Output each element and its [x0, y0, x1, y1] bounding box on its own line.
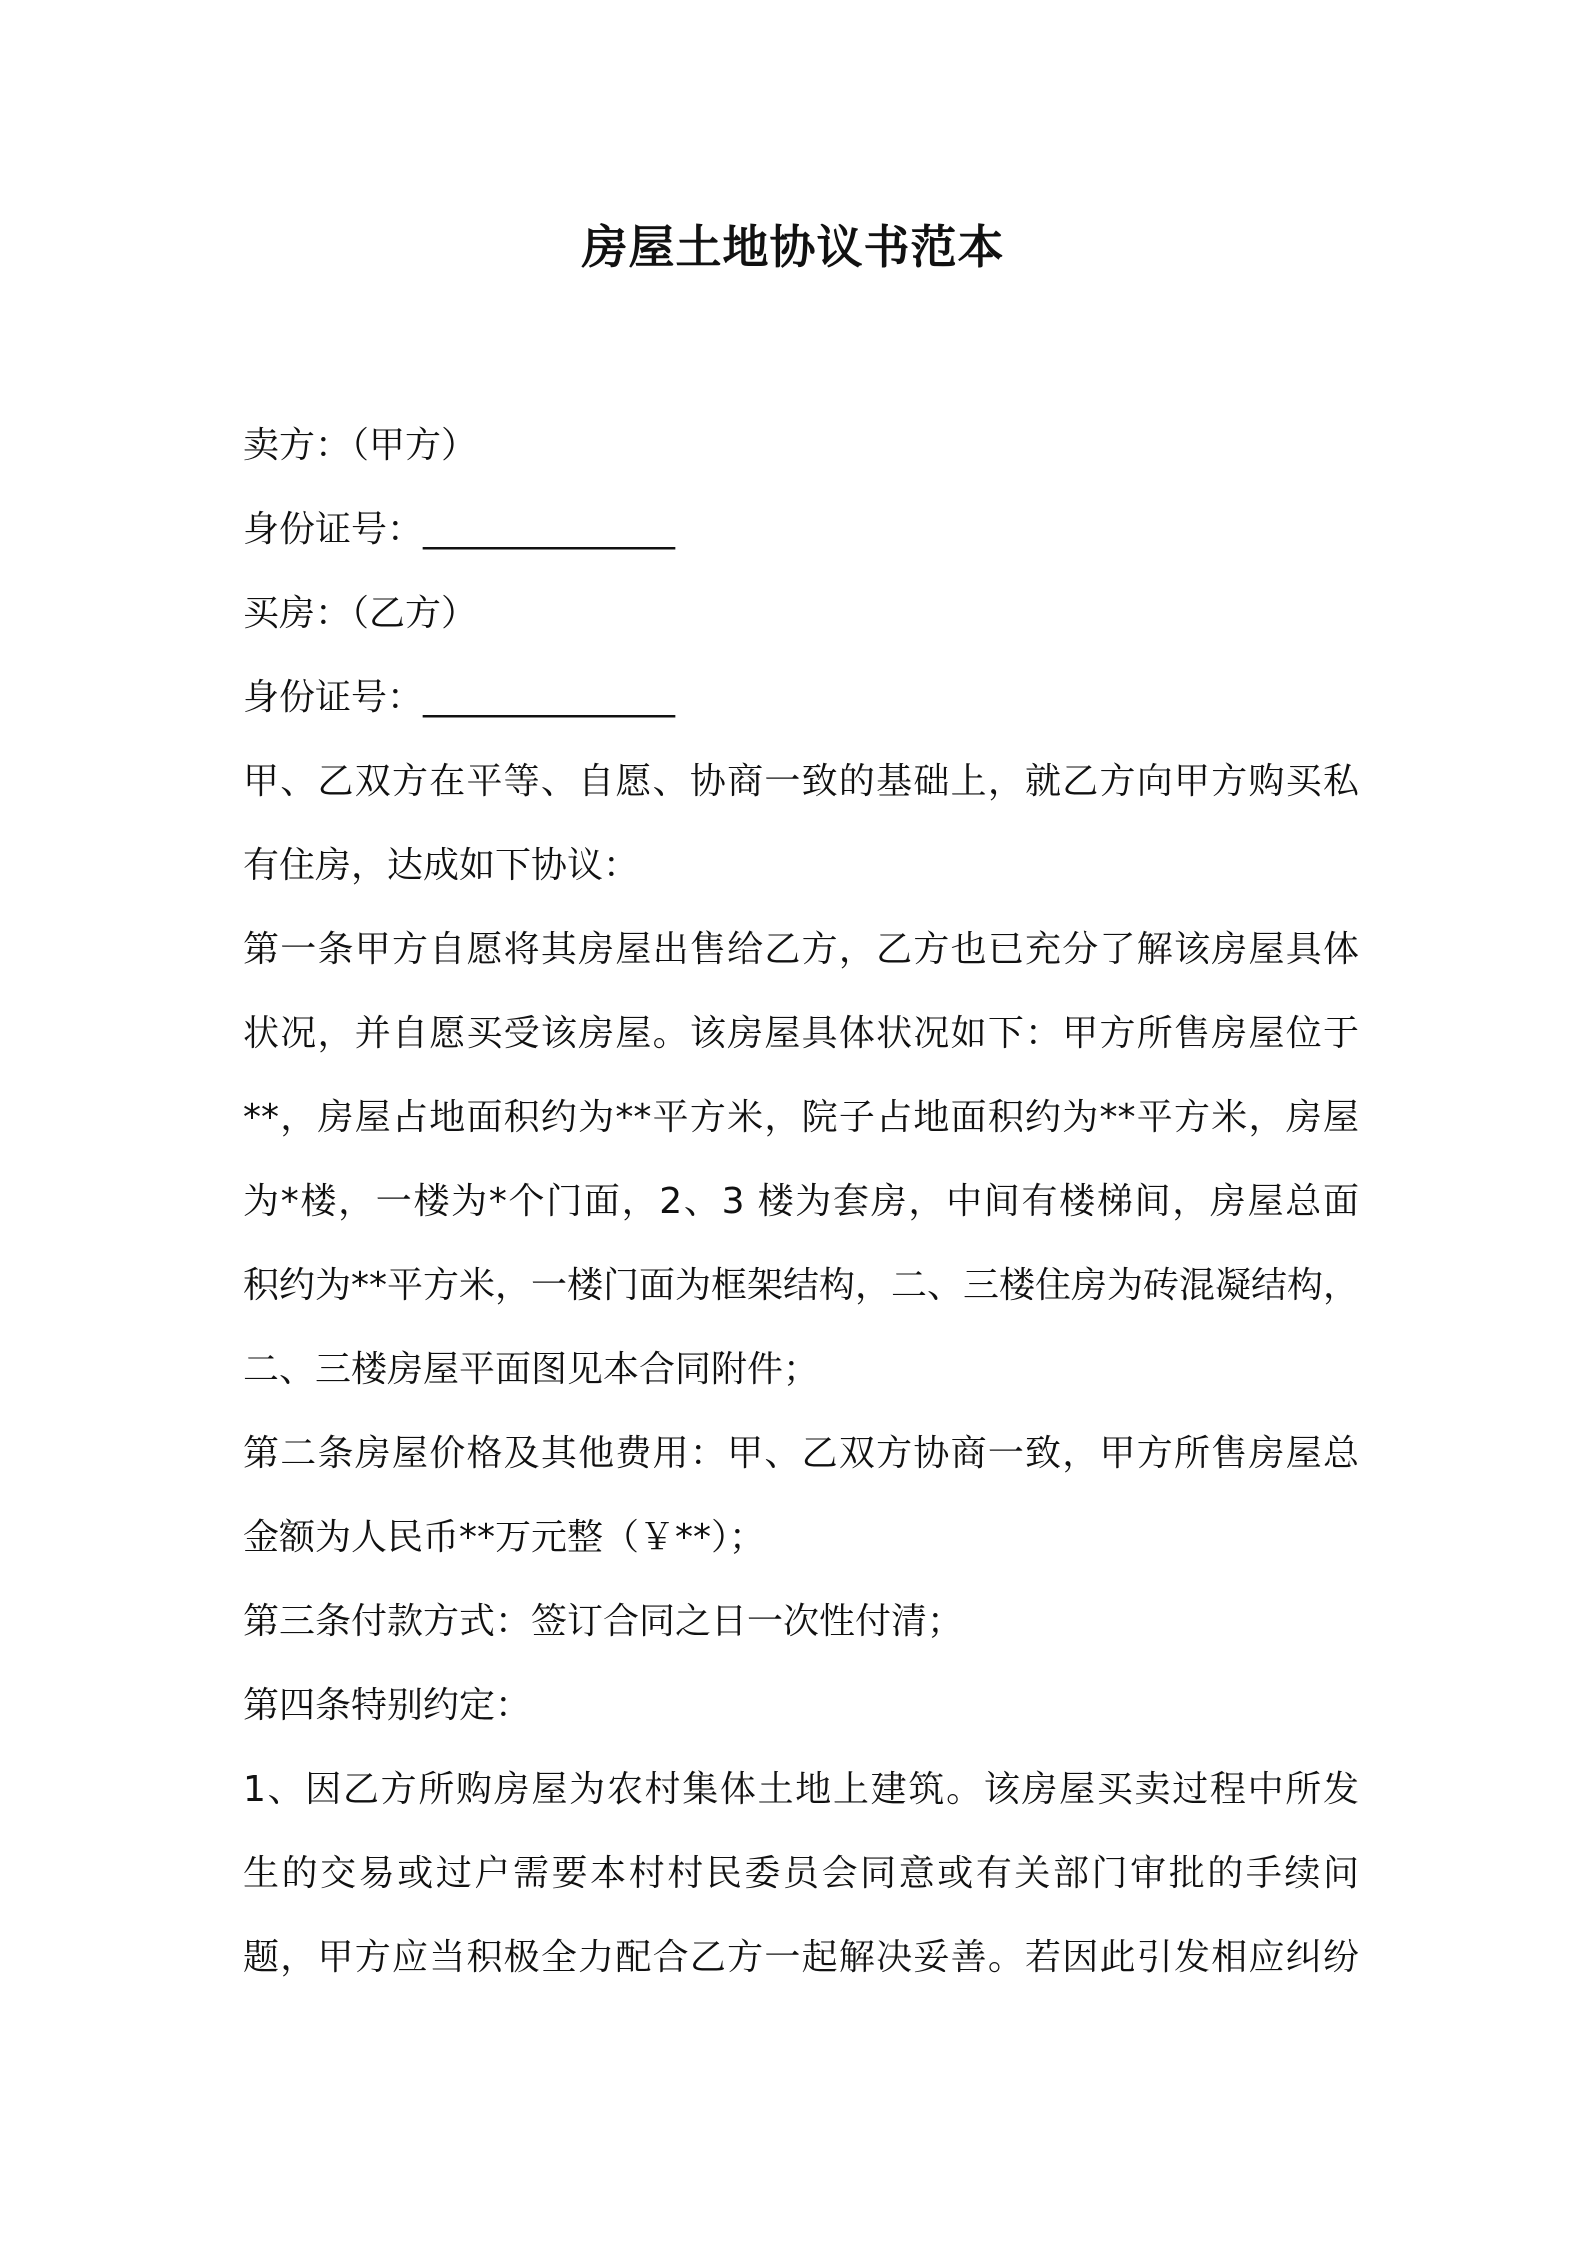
paragraph-line: 第一条甲方自愿将其房屋出售给乙方，乙方也已充分了解该房屋具体 — [243, 929, 1359, 970]
seller-id-line: 身份证号：______________ — [243, 509, 676, 550]
buyer-line: 买房：（乙方） — [243, 593, 478, 634]
paragraph-line: 第二条房屋价格及其他费用：甲、乙双方协商一致，甲方所售房屋总 — [243, 1433, 1359, 1474]
paragraph-line: 状况，并自愿买受该房屋。该房屋具体状况如下：甲方所售房屋位于 — [243, 1013, 1359, 1054]
paragraph-line: 二、三楼房屋平面图见本合同附件； — [243, 1349, 820, 1390]
paragraph-line: 金额为人民币**万元整（￥**）； — [243, 1517, 766, 1558]
paragraph-line: 题，甲方应当积极全力配合乙方一起解决妥善。若因此引发相应纠纷 — [243, 1937, 1359, 1978]
paragraph-line: 生的交易或过户需要本村村民委员会同意或有关部门审批的手续问 — [243, 1853, 1359, 1894]
seller-line: 卖方：（甲方） — [243, 425, 478, 466]
paragraph-line: 为*楼，一楼为*个门面，2、3 楼为套房，中间有楼梯间，房屋总面 — [243, 1181, 1359, 1222]
paragraph-line: 有住房，达成如下协议： — [243, 845, 640, 886]
document-body — [243, 404, 1359, 2000]
paragraph-line: **，房屋占地面积约为**平方米，院子占地面积约为**平方米，房屋 — [243, 1097, 1359, 1138]
paragraph-line: 甲、乙双方在平等、自愿、协商一致的基础上，就乙方向甲方购买私 — [243, 761, 1359, 802]
paragraph-line: 1、因乙方所购房屋为农村集体土地上建筑。该房屋买卖过程中所发 — [243, 1769, 1359, 1810]
paragraph-line: 积约为**平方米，一楼门面为框架结构，二、三楼住房为砖混凝结构， — [243, 1265, 1360, 1306]
buyer-id-line: 身份证号：______________ — [243, 677, 676, 718]
paragraph-line: 第四条特别约定： — [243, 1685, 532, 1726]
paragraph-line: 第三条付款方式：签订合同之日一次性付清； — [243, 1601, 964, 1642]
document-title: 房屋土地协议书范本 — [581, 220, 1005, 274]
